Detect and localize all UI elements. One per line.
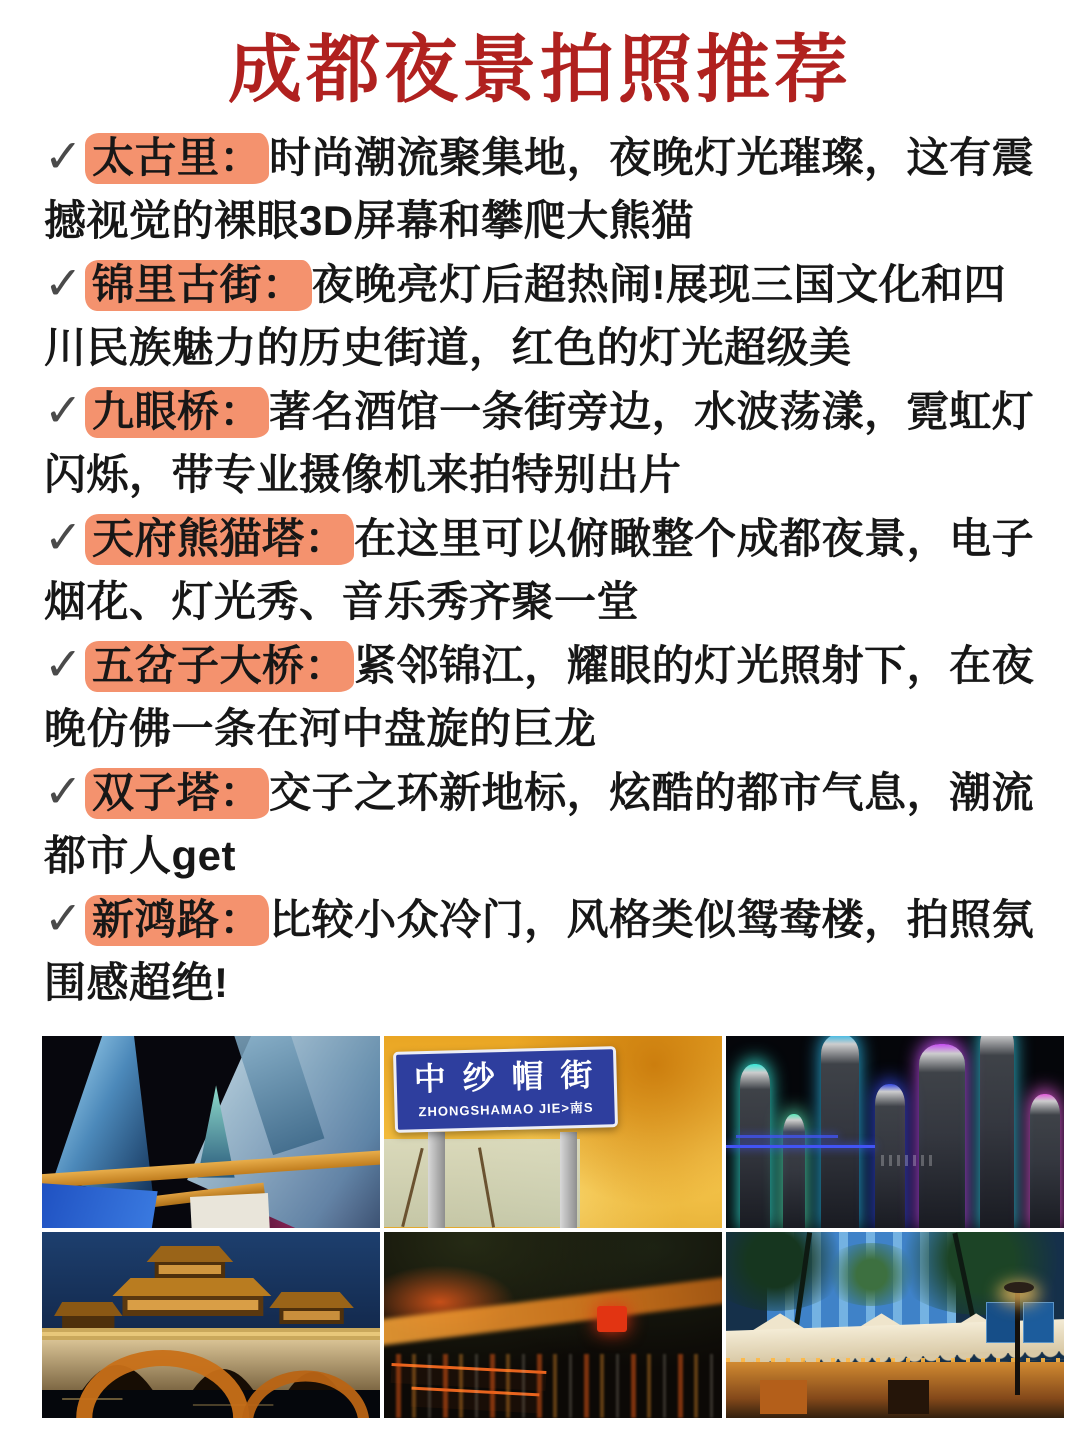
- street-sign-pinyin: ZHONGSHAMAO JIE>南S: [418, 1099, 594, 1120]
- photo-zhongshamao-street-sign: [384, 1036, 722, 1228]
- blue-poster-shape: [1023, 1302, 1053, 1343]
- spot-checklist: [0, 117, 1080, 1014]
- list-item: [44, 506, 1036, 633]
- photo-river-lanterns: [384, 1232, 722, 1418]
- blue-light-line: [726, 1145, 875, 1148]
- neon-pillar-shape: [821, 1036, 859, 1228]
- spot-description: 夜晚亮灯后超热闹!展现三国文化和四川民族魅力的历史街道，红色的灯光超级美: [44, 260, 1007, 371]
- sign-post-shape: [428, 1132, 445, 1228]
- page-title: 成都夜景拍照推荐: [228, 28, 852, 111]
- red-lantern-shape: [597, 1306, 627, 1332]
- neon-pillar-shape: [980, 1036, 1014, 1228]
- neon-pillar-shape: [783, 1114, 805, 1228]
- list-item: [44, 252, 1036, 379]
- check-icon: ✓: [44, 510, 84, 563]
- list-item: [44, 379, 1036, 506]
- photo-teahouse-umbrellas: [726, 1232, 1064, 1418]
- list-item: [44, 887, 1036, 1014]
- tree-canopy-shape: [821, 1243, 922, 1306]
- photo-ancient-bridge: [42, 1232, 380, 1418]
- stall-shape: [888, 1380, 929, 1413]
- lamp-light-shape: [1004, 1282, 1034, 1293]
- blue-poster-shape: [986, 1302, 1016, 1343]
- photo-grid: [42, 1036, 1064, 1418]
- spot-name-highlight: 双子塔：: [85, 768, 269, 819]
- bridge-illustration: [42, 1232, 380, 1418]
- spot-name-highlight: 太古里：: [85, 133, 269, 184]
- spot-name-highlight: 九眼桥：: [85, 387, 269, 438]
- stall-shape: [760, 1380, 807, 1413]
- spot-name-highlight: 天府熊猫塔：: [85, 514, 354, 565]
- street-sign-chinese: 中 纱 帽 街: [413, 1056, 598, 1098]
- spot-description: 交子之环新地标，炫酷的都市气息，潮流都市人get: [44, 768, 1035, 879]
- check-icon: ✓: [44, 764, 84, 817]
- street-sign: [393, 1046, 618, 1133]
- sign-post-shape: [560, 1132, 577, 1228]
- list-item: [44, 760, 1036, 887]
- lamp-post-shape: [1015, 1287, 1020, 1395]
- poster-shape: [190, 1193, 270, 1228]
- water-reflection-shape: [384, 1354, 722, 1417]
- neon-pillar-shape: [919, 1044, 965, 1228]
- check-icon: ✓: [44, 256, 84, 309]
- spot-description: 时尚潮流聚集地，夜晚灯光璀璨，这有震撼视觉的裸眼3D屏幕和攀爬大熊猫: [44, 133, 1035, 244]
- building-lights-shape: [881, 1155, 935, 1167]
- check-icon: ✓: [44, 891, 84, 944]
- list-item: [44, 125, 1036, 252]
- check-icon: ✓: [44, 383, 84, 436]
- spot-name-highlight: 新鸿路：: [85, 895, 269, 946]
- spot-description: 比较小众冷门，风格类似鸳鸯楼，拍照氛围感超绝!: [44, 895, 1035, 1006]
- blue-light-line: [736, 1135, 837, 1138]
- spot-name-highlight: 锦里古街：: [85, 260, 312, 311]
- check-icon: ✓: [44, 129, 84, 182]
- neon-pillar-shape: [1030, 1094, 1060, 1228]
- check-icon: ✓: [44, 637, 84, 690]
- photo-neon-pillars: [726, 1036, 1064, 1228]
- spot-description: 紧邻锦江，耀眼的灯光照射下，在夜晚仿佛一条在河中盘旋的巨龙: [44, 641, 1035, 752]
- blue-banner-shape: [42, 1183, 157, 1228]
- photo-blue-tower-sculpture: [42, 1036, 380, 1228]
- spot-description: 在这里可以俯瞰整个成都夜景，电子烟花、灯光秀、音乐秀齐聚一堂: [44, 514, 1035, 625]
- spot-description: 著名酒馆一条街旁边，水波荡漾，霓虹灯闪烁，带专业摄像机来拍特别出片: [44, 387, 1035, 498]
- spot-name-highlight: 五岔子大桥：: [85, 641, 354, 692]
- list-item: [44, 633, 1036, 760]
